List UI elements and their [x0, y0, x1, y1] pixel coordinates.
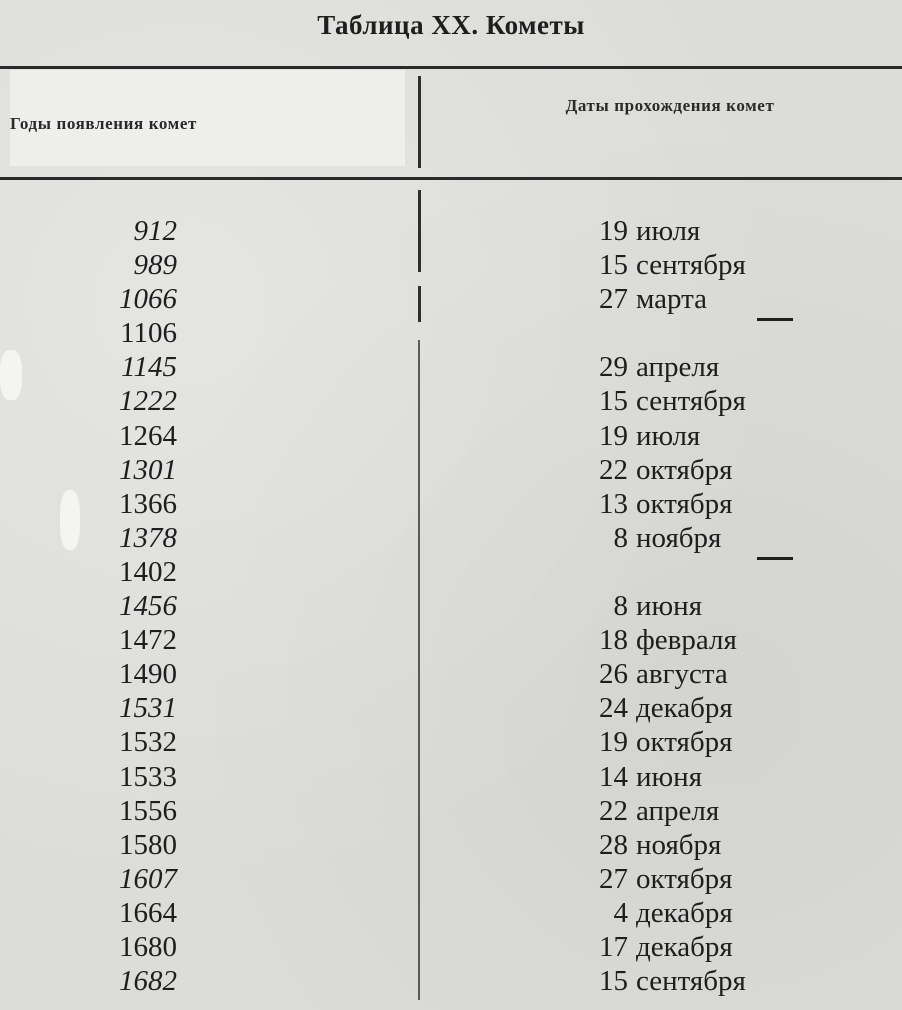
column-divider — [418, 76, 421, 168]
date-day: 19 — [599, 215, 628, 247]
date-month: сентября — [636, 385, 746, 418]
perihelion-date — [550, 828, 721, 862]
table-row — [0, 862, 902, 896]
date-day: 28 — [599, 828, 628, 861]
date-month: апреля — [636, 794, 720, 827]
column-header-years: Годы появления комет — [10, 70, 405, 166]
comet-year: 1264 — [119, 419, 177, 452]
perihelion-date — [550, 964, 746, 998]
date-day: 19 — [599, 726, 628, 759]
date-month: ноября — [636, 521, 722, 554]
perihelion-date — [550, 725, 732, 759]
table-row — [0, 248, 902, 282]
date-day: 22 — [599, 453, 628, 486]
no-date-dash — [757, 318, 793, 321]
comet-year: 1607 — [119, 862, 177, 895]
date-day: 15 — [599, 965, 628, 998]
date-day: 17 — [599, 930, 628, 963]
perihelion-date — [550, 862, 732, 896]
date-day: 27 — [599, 283, 628, 316]
date-month: октября — [636, 726, 733, 759]
table-row — [0, 521, 902, 555]
date-day: 27 — [599, 862, 628, 895]
table-row — [0, 214, 902, 248]
comet-table-body — [0, 214, 902, 998]
perihelion-date — [550, 521, 721, 555]
date-month: июня — [636, 590, 703, 623]
comet-year: 1580 — [119, 828, 177, 861]
table-row — [0, 350, 902, 384]
perihelion-date — [550, 760, 702, 794]
table-row — [0, 964, 902, 998]
table-row — [0, 453, 902, 487]
date-month: сентября — [636, 249, 746, 282]
date-month: октября — [636, 453, 733, 486]
date-month: апреля — [636, 351, 720, 384]
date-day: 13 — [599, 487, 628, 520]
comet-year: 1106 — [120, 317, 177, 350]
no-date-dash — [757, 557, 793, 560]
comet-year: 1472 — [119, 624, 177, 657]
perihelion-date — [550, 453, 732, 487]
table-row — [0, 487, 902, 521]
comet-year: 989 — [133, 249, 177, 282]
table-row — [0, 589, 902, 623]
perihelion-date — [550, 487, 732, 521]
date-day: 24 — [599, 692, 628, 725]
date-day: 22 — [599, 794, 628, 827]
table-row — [0, 384, 902, 418]
date-month: августа — [636, 658, 728, 691]
comet-year: 1531 — [119, 692, 177, 725]
perihelion-date — [550, 794, 719, 828]
perihelion-date — [550, 419, 700, 453]
date-day: 26 — [599, 658, 628, 691]
comet-year: 1664 — [119, 896, 177, 929]
table-row — [0, 691, 902, 725]
table-row — [0, 725, 902, 759]
perihelion-date — [550, 930, 733, 964]
table-row — [0, 623, 902, 657]
date-month: сентября — [636, 965, 746, 998]
table-row — [0, 316, 902, 350]
date-day: 18 — [599, 624, 628, 657]
date-day: 14 — [599, 760, 628, 793]
perihelion-date — [550, 248, 746, 282]
perihelion-date — [550, 350, 719, 384]
date-month: февраля — [636, 624, 737, 657]
table-row — [0, 930, 902, 964]
table-row — [0, 282, 902, 316]
comet-year: 1222 — [119, 385, 177, 418]
date-day: 19 — [599, 419, 628, 452]
comet-year: 1301 — [119, 453, 177, 486]
comet-year: 1556 — [119, 794, 177, 827]
date-day: 8 — [613, 521, 628, 554]
comet-year: 1366 — [119, 487, 177, 520]
comet-year: 1532 — [119, 726, 177, 759]
date-month: декабря — [636, 930, 733, 963]
perihelion-date — [550, 282, 707, 316]
perihelion-date — [550, 691, 733, 725]
comet-year: 1490 — [119, 658, 177, 691]
date-month: июля — [636, 215, 701, 247]
comet-year: 1066 — [119, 283, 177, 316]
comet-year: 1145 — [121, 351, 177, 384]
date-month: июня — [636, 760, 703, 793]
comet-year: 1682 — [119, 965, 177, 998]
date-day: 15 — [599, 385, 628, 418]
date-day: 15 — [599, 249, 628, 282]
table-row — [0, 760, 902, 794]
perihelion-date — [550, 384, 746, 418]
date-month: ноября — [636, 828, 722, 861]
date-month: декабря — [636, 896, 733, 929]
date-day: 29 — [599, 351, 628, 384]
column-header-dates: Даты прохождения комет — [565, 96, 775, 115]
perihelion-date — [550, 896, 733, 930]
table-title: Таблица XX. Кометы — [317, 10, 585, 40]
table-top-rule — [0, 66, 902, 69]
table-row — [0, 657, 902, 691]
date-month: марта — [636, 283, 708, 316]
comet-year: 1402 — [119, 555, 177, 588]
perihelion-date — [550, 214, 700, 248]
date-day: 8 — [613, 590, 628, 623]
table-row — [0, 555, 902, 589]
table-row — [0, 419, 902, 453]
comet-year: 1533 — [119, 760, 177, 793]
comet-year: 1680 — [119, 930, 177, 963]
comet-year: 1378 — [119, 521, 177, 554]
comet-year: 912 — [133, 215, 177, 247]
table-row — [0, 828, 902, 862]
header-bottom-rule — [0, 177, 902, 180]
table-row — [0, 896, 902, 930]
perihelion-date — [550, 657, 728, 691]
date-month: июля — [636, 419, 701, 452]
date-day: 4 — [613, 896, 628, 929]
date-month: октября — [636, 862, 733, 895]
date-month: октября — [636, 487, 733, 520]
table-row — [0, 794, 902, 828]
perihelion-date — [550, 623, 737, 657]
comet-year: 1456 — [119, 590, 177, 623]
perihelion-date — [550, 589, 702, 623]
date-month: декабря — [636, 692, 733, 725]
